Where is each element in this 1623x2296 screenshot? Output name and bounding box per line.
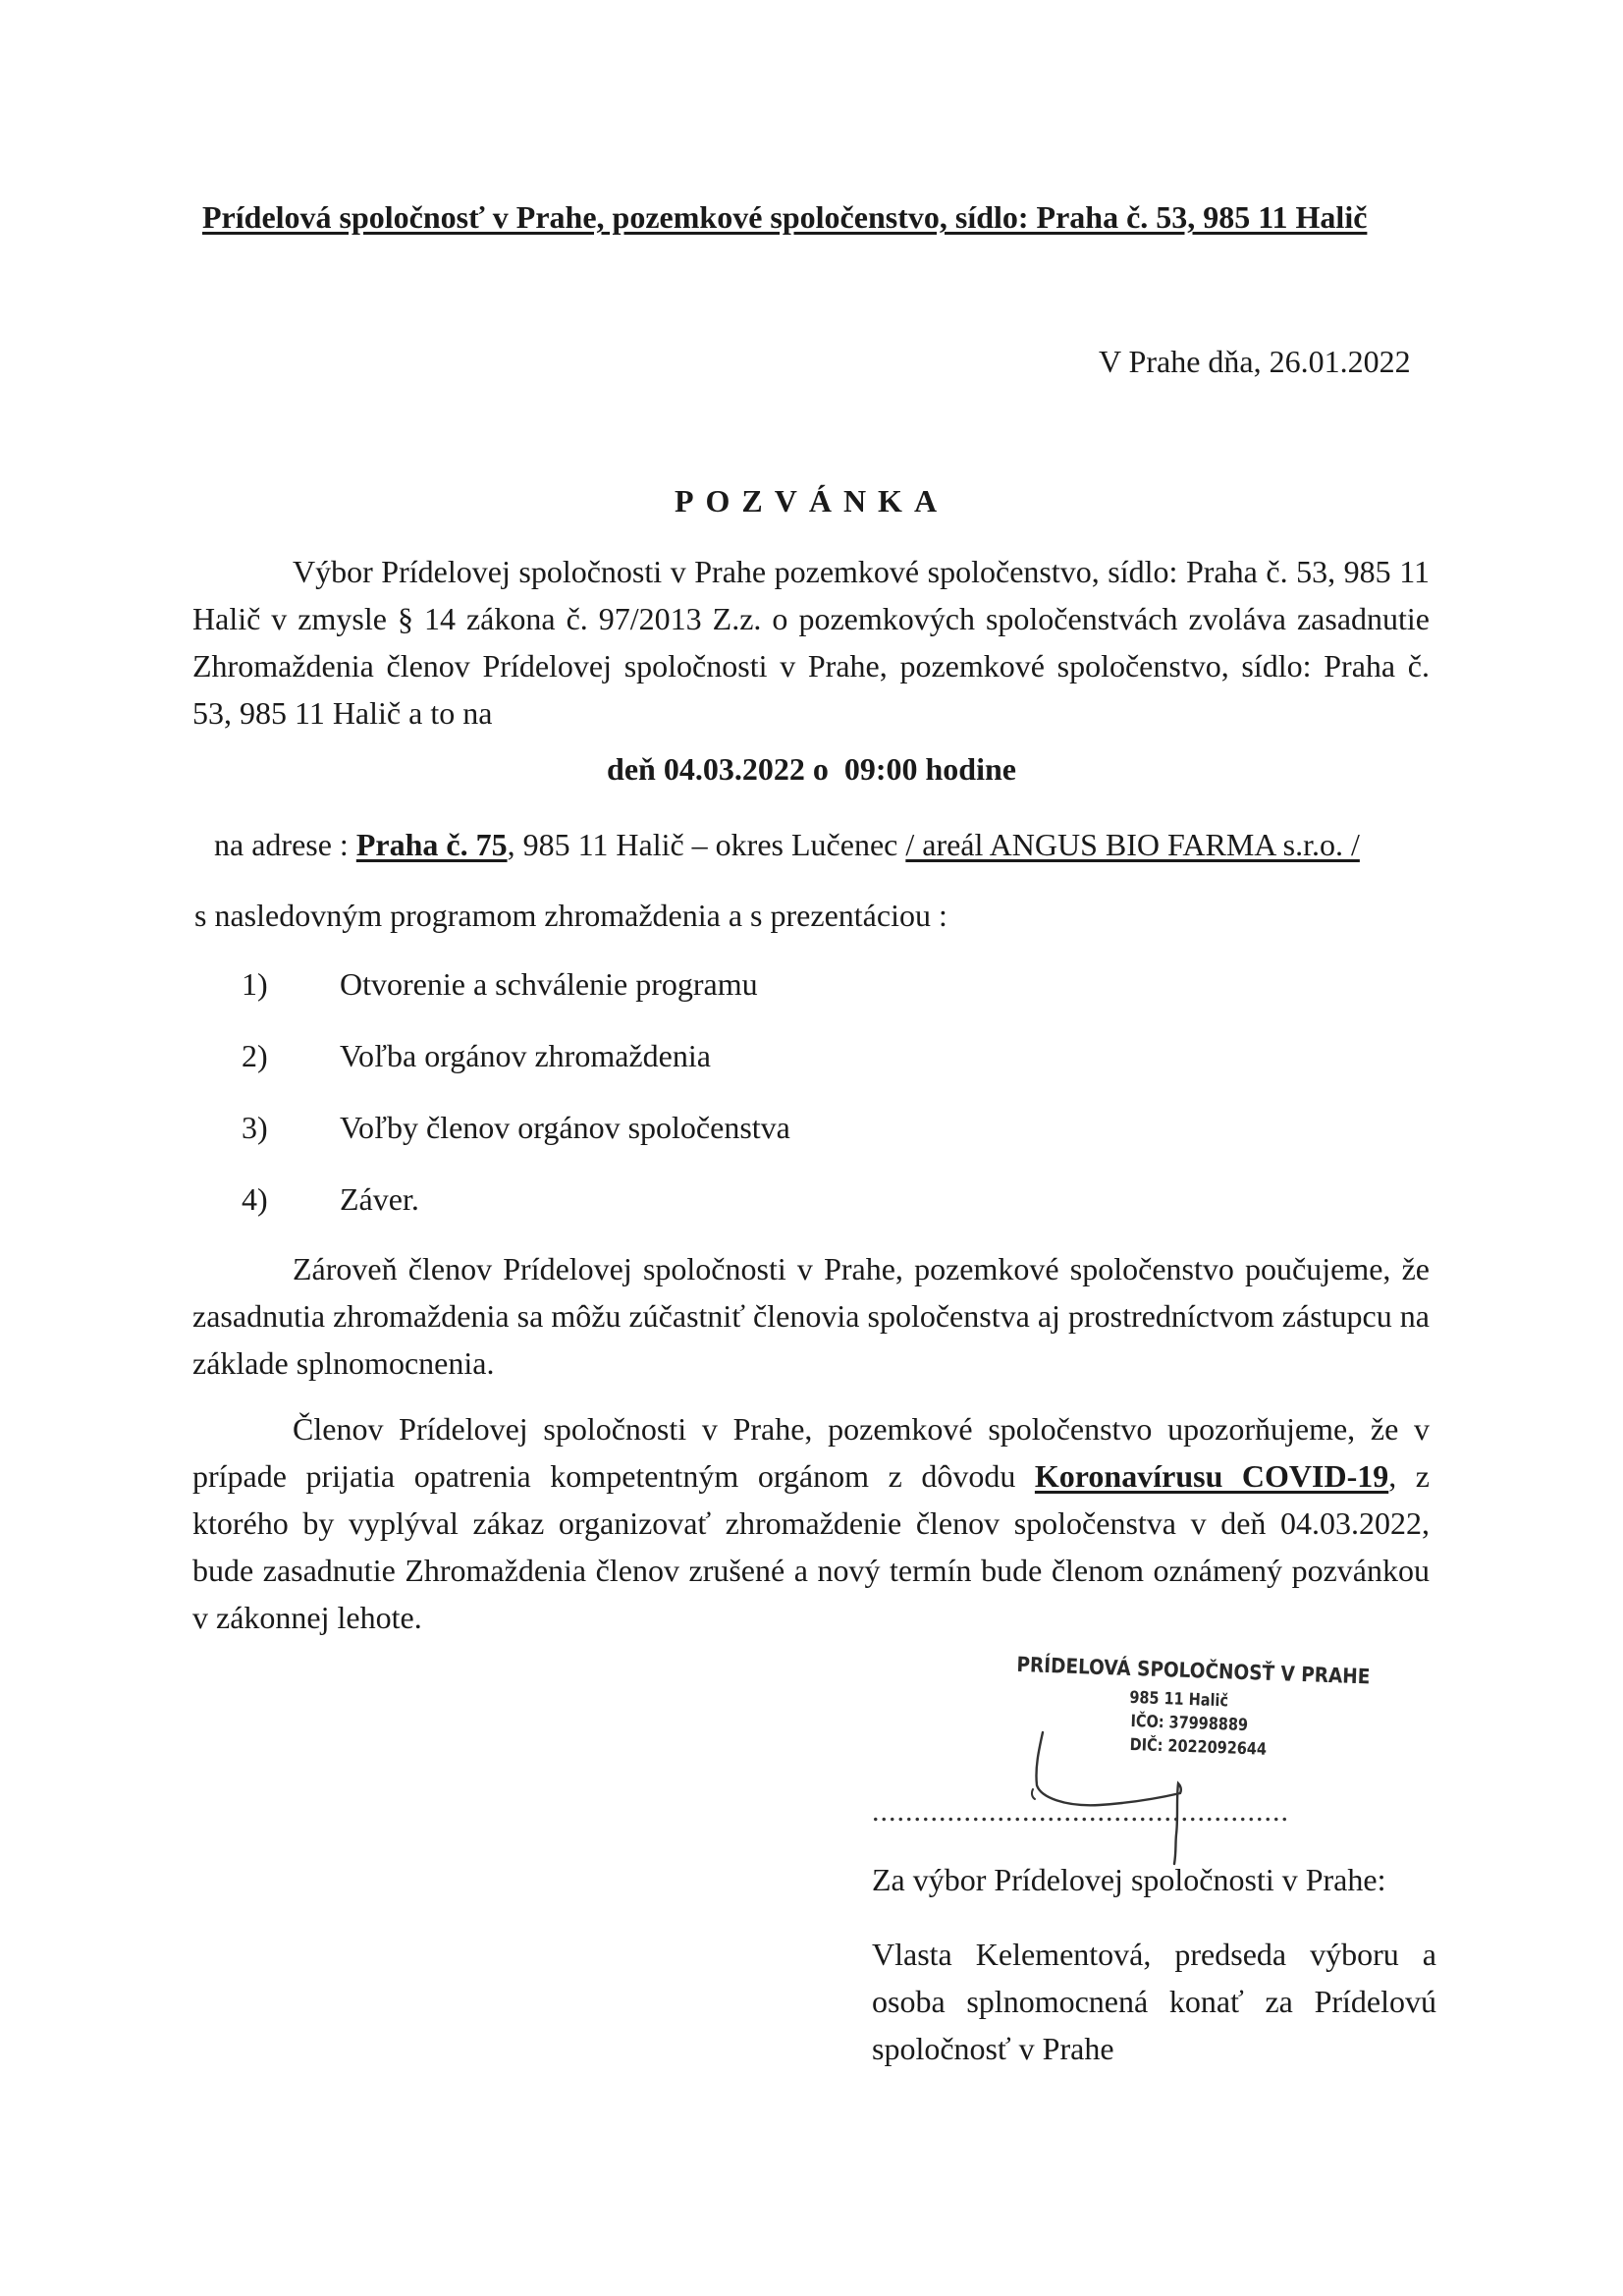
proxy-notice-text: Zároveň členov Prídelovej spoločnosti v Prahe, pozemkové spoločenstvo poučujeme, že zasadnutia zhromaždenia sa môžu zúčastniť členovia spoločenstva aj prostredníctvom zástupcu na základe splnomocnenia. — [192, 1251, 1430, 1381]
intro-paragraph — [192, 548, 1430, 737]
meeting-address — [214, 827, 1360, 863]
signature-line: .................................................. — [872, 1795, 1289, 1828]
agenda-item-number: 1) — [242, 966, 268, 1002]
address-middle: , 985 11 Halič – okres Lučenec — [507, 827, 906, 862]
proxy-notice-paragraph — [192, 1245, 1430, 1387]
stamp-dic: DIČ: 2022092644 — [1129, 1734, 1268, 1760]
covid-notice-text-before: Členov Prídelovej spoločnosti v Prahe, pozemkové spoločenstvo upozorňujeme, že v prípade prijatia opatrenia kompetentným orgánom z dôvodu — [192, 1411, 1430, 1494]
agenda-item — [242, 1181, 790, 1253]
agenda-item-text: Otvorenie a schválenie programu — [340, 966, 758, 1002]
agenda-item-text: Záver. — [340, 1181, 419, 1217]
meeting-datetime: deň 04.03.2022 o 09:00 hodine — [607, 751, 1016, 787]
document-title: POZVÁNKA — [674, 483, 949, 519]
agenda-item — [242, 966, 790, 1038]
agenda-item-text: Voľby členov orgánov spoločenstva — [340, 1110, 790, 1145]
agenda-item-number: 2) — [242, 1038, 268, 1073]
address-venue: / areál ANGUS BIO FARMA s.r.o. / — [905, 827, 1360, 862]
agenda-item-text: Voľba orgánov zhromaždenia — [340, 1038, 711, 1073]
agenda-item — [242, 1038, 790, 1110]
agenda-item-number: 4) — [242, 1181, 268, 1217]
covid-notice-text-after: , z ktorého by vyplýval zákaz organizovať zhromaždenie členov spoločenstva v deň 04.03.2022, bude zasadnutie Zhromaždenia členov zrušené a nový termín bude členom oznámený pozvánkou v zákonnej lehote. — [192, 1458, 1431, 1635]
agenda-list — [242, 966, 790, 1253]
stamp-ico: IČO: 37998889 — [1130, 1711, 1249, 1736]
stamp-city: 985 11 Halič — [1129, 1687, 1229, 1712]
document-header: Prídelová spoločnosť v Prahe, pozemkové spoločenstvo, sídlo: Praha č. 53, 985 11 Halič — [202, 199, 1368, 235]
stamp-title: PRÍDELOVÁ SPOLOČNOSŤ V PRAHE — [1016, 1652, 1371, 1689]
covid-notice-paragraph — [192, 1405, 1430, 1641]
signature-caption: Za výbor Prídelovej spoločnosti v Prahe: — [872, 1862, 1386, 1897]
address-street: Praha č. 75 — [355, 827, 508, 862]
agenda-intro: s nasledovným programom zhromaždenia a s prezentáciou : — [194, 898, 947, 933]
intro-paragraph-text: Výbor Prídelovej spoločnosti v Prahe pozemkové spoločenstvo, sídlo: Praha č. 53, 985 11 Halič v zmysle § 14 zákona č. 97/2013 Z.z. o pozemkových spoločenstvách zvoláva zasadnutie Zhromaždenia členov Prídelovej spoločnosti v Prahe, pozemkové spoločenstvo, sídlo: Praha č. 53, 985 11 Halič a to na — [192, 554, 1430, 731]
handwritten-signature — [1021, 1721, 1208, 1868]
date-line: V Prahe dňa, 26.01.2022 — [1099, 344, 1411, 379]
address-prefix: na adrese : — [214, 827, 356, 862]
covid-highlight: Koronavírusu COVID-19 — [1034, 1458, 1389, 1494]
agenda-item-number: 3) — [242, 1110, 268, 1145]
agenda-item — [242, 1110, 790, 1181]
signatory: Vlasta Kelementová, predseda výboru a osoba splnomocnená konať za Prídelovú spoločnosť v Prahe — [872, 1937, 1436, 2066]
